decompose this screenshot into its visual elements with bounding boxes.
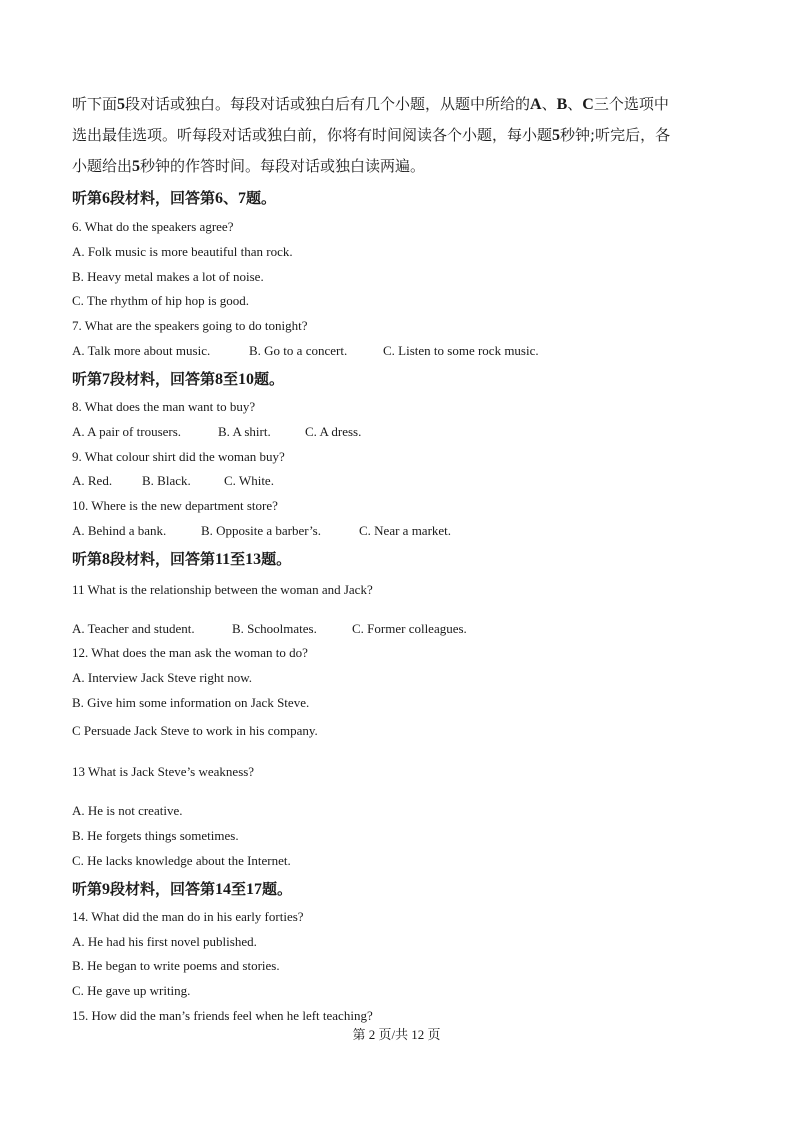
option-10c: C. Near a market.	[359, 523, 452, 538]
option-9b: B. Black.	[142, 473, 191, 488]
option-14a: A. He had his first novel published.	[72, 934, 257, 949]
question-14: 14. What did the man do in his early forties?	[72, 909, 304, 924]
options-11	[72, 621, 467, 637]
option-13c: C. He lacks knowledge about the Internet.	[72, 853, 291, 868]
section-heading-7: 听第7段材料，回答第8至10题。	[72, 370, 285, 388]
option-9a: A. Red.	[72, 473, 113, 488]
option-11c: C. Former colleagues.	[352, 621, 467, 636]
option-11a: A. Teacher and student.	[72, 621, 195, 636]
option-7b: B. Go to a concert.	[249, 343, 348, 358]
page-footer: 第 2 页/共 12 页	[352, 1027, 441, 1042]
options-9	[72, 473, 274, 489]
option-8b: B. A shirt.	[218, 424, 271, 439]
option-6c: C. The rhythm of hip hop is good.	[72, 293, 250, 308]
option-7c: C. Listen to some rock music.	[383, 343, 539, 358]
option-14c: C. He gave up writing.	[72, 983, 191, 998]
question-6: 6. What do the speakers agree?	[72, 219, 234, 234]
options-10	[72, 523, 451, 539]
intro-line-2: 选出最佳选项。听每段对话或独白前，你将有时间阅读各个小题，每小题5秒钟;听完后，各	[72, 126, 671, 144]
option-8c: C. A dress.	[305, 424, 362, 439]
section-heading-9: 听第9段材料，回答第14至17题。	[72, 880, 293, 898]
options-8	[72, 424, 361, 440]
option-14b: B. He began to write poems and stories.	[72, 958, 280, 973]
options-7	[72, 343, 539, 359]
option-12b: B. Give him some information on Jack Steve.	[72, 695, 310, 710]
option-10a: A. Behind a bank.	[72, 523, 167, 538]
question-15: 15. How did the man’s friends feel when he left teaching?	[72, 1008, 373, 1023]
option-13a: A. He is not creative.	[72, 803, 183, 818]
question-8: 8. What does the man want to buy?	[72, 399, 256, 414]
option-11b: B. Schoolmates.	[232, 621, 317, 636]
option-7a: A. Talk more about music.	[72, 343, 211, 358]
intro-line-3: 小题给出5秒钟的作答时间。每段对话或独白读两遍。	[72, 157, 426, 175]
option-9c: C. White.	[224, 473, 274, 488]
question-9: 9. What colour shirt did the woman buy?	[72, 449, 285, 464]
section-heading-6: 听第6段材料，回答第6、7题。	[72, 189, 277, 207]
question-7: 7. What are the speakers going to do tonight?	[72, 318, 308, 333]
question-11: 11 What is the relationship between the woman and Jack?	[72, 582, 373, 597]
option-12c: C Persuade Jack Steve to work in his company.	[72, 723, 318, 738]
question-12: 12. What does the man ask the woman to do?	[72, 645, 308, 660]
option-6a: A. Folk music is more beautiful than rock.	[72, 244, 293, 259]
question-13: 13 What is Jack Steve’s weakness?	[72, 764, 255, 779]
option-8a: A. A pair of trousers.	[72, 424, 182, 439]
intro-line-1: 听下面5段对话或独白。每段对话或独白后有几个小题，从题中所给的A、B、C三个选项中	[72, 95, 669, 113]
option-10b: B. Opposite a barber’s.	[201, 523, 321, 538]
option-6b: B. Heavy metal makes a lot of noise.	[72, 269, 264, 284]
section-heading-8: 听第8段材料，回答第11至13题。	[72, 550, 292, 568]
question-10: 10. Where is the new department store?	[72, 498, 278, 513]
option-13b: B. He forgets things sometimes.	[72, 828, 239, 843]
option-12a: A. Interview Jack Steve right now.	[72, 670, 253, 685]
